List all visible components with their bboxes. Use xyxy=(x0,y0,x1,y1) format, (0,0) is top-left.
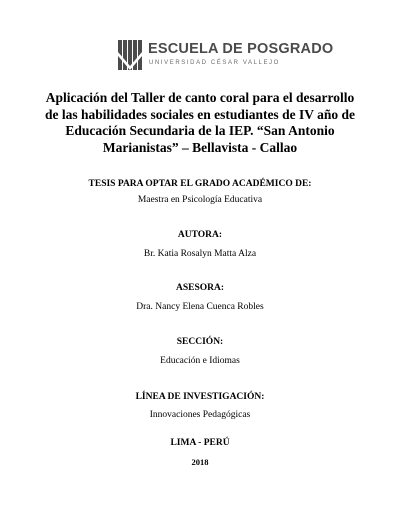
research-line-value: Innovaciones Pedagógicas xyxy=(149,410,251,420)
degree-value: Maestra en Psicología Educativa xyxy=(137,195,263,205)
logo-subtitle: UNIVERSIDAD CÉSAR VALLEJO xyxy=(149,60,280,66)
author-label: AUTORA: xyxy=(177,230,223,240)
degree-label: TESIS PARA OPTAR EL GRADO ACADÉMICO DE: xyxy=(88,179,312,189)
thesis-title: Aplicación del Taller de canto coral para el desarrollo de las habilidades sociales en estudiantes de IV año de Educación Secundaria de la IEP. “San Antonio Marianistas” – Bellavista - Callao xyxy=(45,90,355,155)
research-line-label: LÍNEA DE INVESTIGACIÓN: xyxy=(135,392,265,402)
year-label: 2018 xyxy=(191,457,209,467)
university-emblem-icon xyxy=(118,40,142,70)
advisor-label: ASESORA: xyxy=(175,283,225,293)
section-value: Educación e Idiomas xyxy=(160,356,240,366)
place-label: LIMA - PERÚ xyxy=(170,438,230,448)
section-label: SECCIÓN: xyxy=(176,337,224,347)
advisor-name: Dra. Nancy Elena Cuenca Robles xyxy=(136,302,264,312)
author-name: Br. Katia Rosalyn Matta Alza xyxy=(143,249,257,259)
logo-title: ESCUELA DE POSGRADO xyxy=(148,41,334,57)
school-logo xyxy=(118,40,334,72)
